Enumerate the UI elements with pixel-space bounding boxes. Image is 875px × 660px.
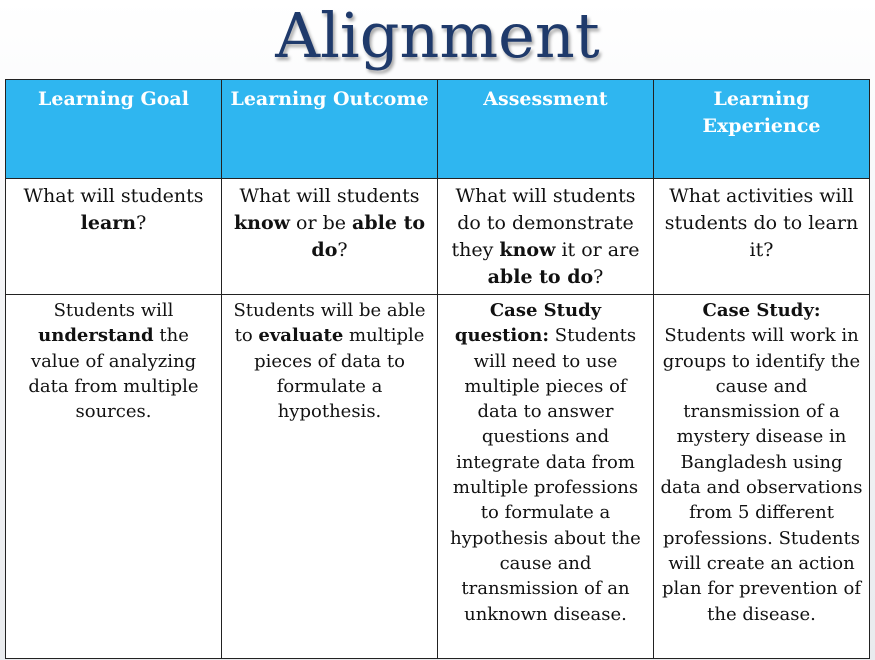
question-emphasis: know [233,212,290,234]
detail-row [6,295,870,659]
detail-text: multiple pieces of data to formulate a hypothesis. [254,325,425,423]
header-assessment: Assessment [438,80,654,179]
header-learning-goal: Learning Goal [6,80,222,179]
detail-text: Students will be able to [233,300,426,347]
question-emphasis: know [499,239,556,261]
question-assessment [438,179,654,295]
question-text: or be [290,212,353,234]
detail-learning-experience [654,295,870,659]
detail-assessment [438,295,654,659]
header-learning-experience: Learning Experience [654,80,870,179]
question-text: What will students [239,185,420,207]
header-row [6,80,870,179]
question-emphasis: able to do [487,266,594,288]
slide-title: Alignment [275,0,600,72]
question-text: What will students do to demonstrate they [451,185,636,261]
question-text: ? [337,239,348,261]
detail-emphasis: Case Study: [702,300,821,321]
detail-text: Students will [53,300,174,321]
header-learning-outcome: Learning Outcome [222,80,438,179]
question-text: What will students [23,185,204,207]
detail-learning-goal [6,295,222,659]
detail-emphasis: Case Study question: [454,300,602,347]
question-text: it or are [555,239,640,261]
question-text: ? [593,266,604,288]
question-emphasis: learn [80,212,137,234]
detail-text: Students will work in groups to identify the cause and transmission of a mystery disease in Bangladesh using data and observations from 5 different professions. Students will create an action plan for prevention of the disease. [660,325,863,625]
question-learning-outcome [222,179,438,295]
question-text: ? [136,212,147,234]
detail-text: Students will need to use multiple pieces of data to answer questions and integrate data from multiple professions to formulate a hypothesis about the cause and transmission of an unknown disease. [450,325,641,625]
detail-learning-outcome [222,295,438,659]
question-row [6,179,870,295]
alignment-table [5,79,870,659]
detail-emphasis: evaluate [258,325,344,347]
detail-text: the value of analyzing data from multiple sources. [28,325,199,423]
question-emphasis: able to do [311,212,426,261]
detail-emphasis: understand [38,325,154,347]
question-learning-goal [6,179,222,295]
question-learning-experience: What activities will students do to learn it? [654,179,870,295]
